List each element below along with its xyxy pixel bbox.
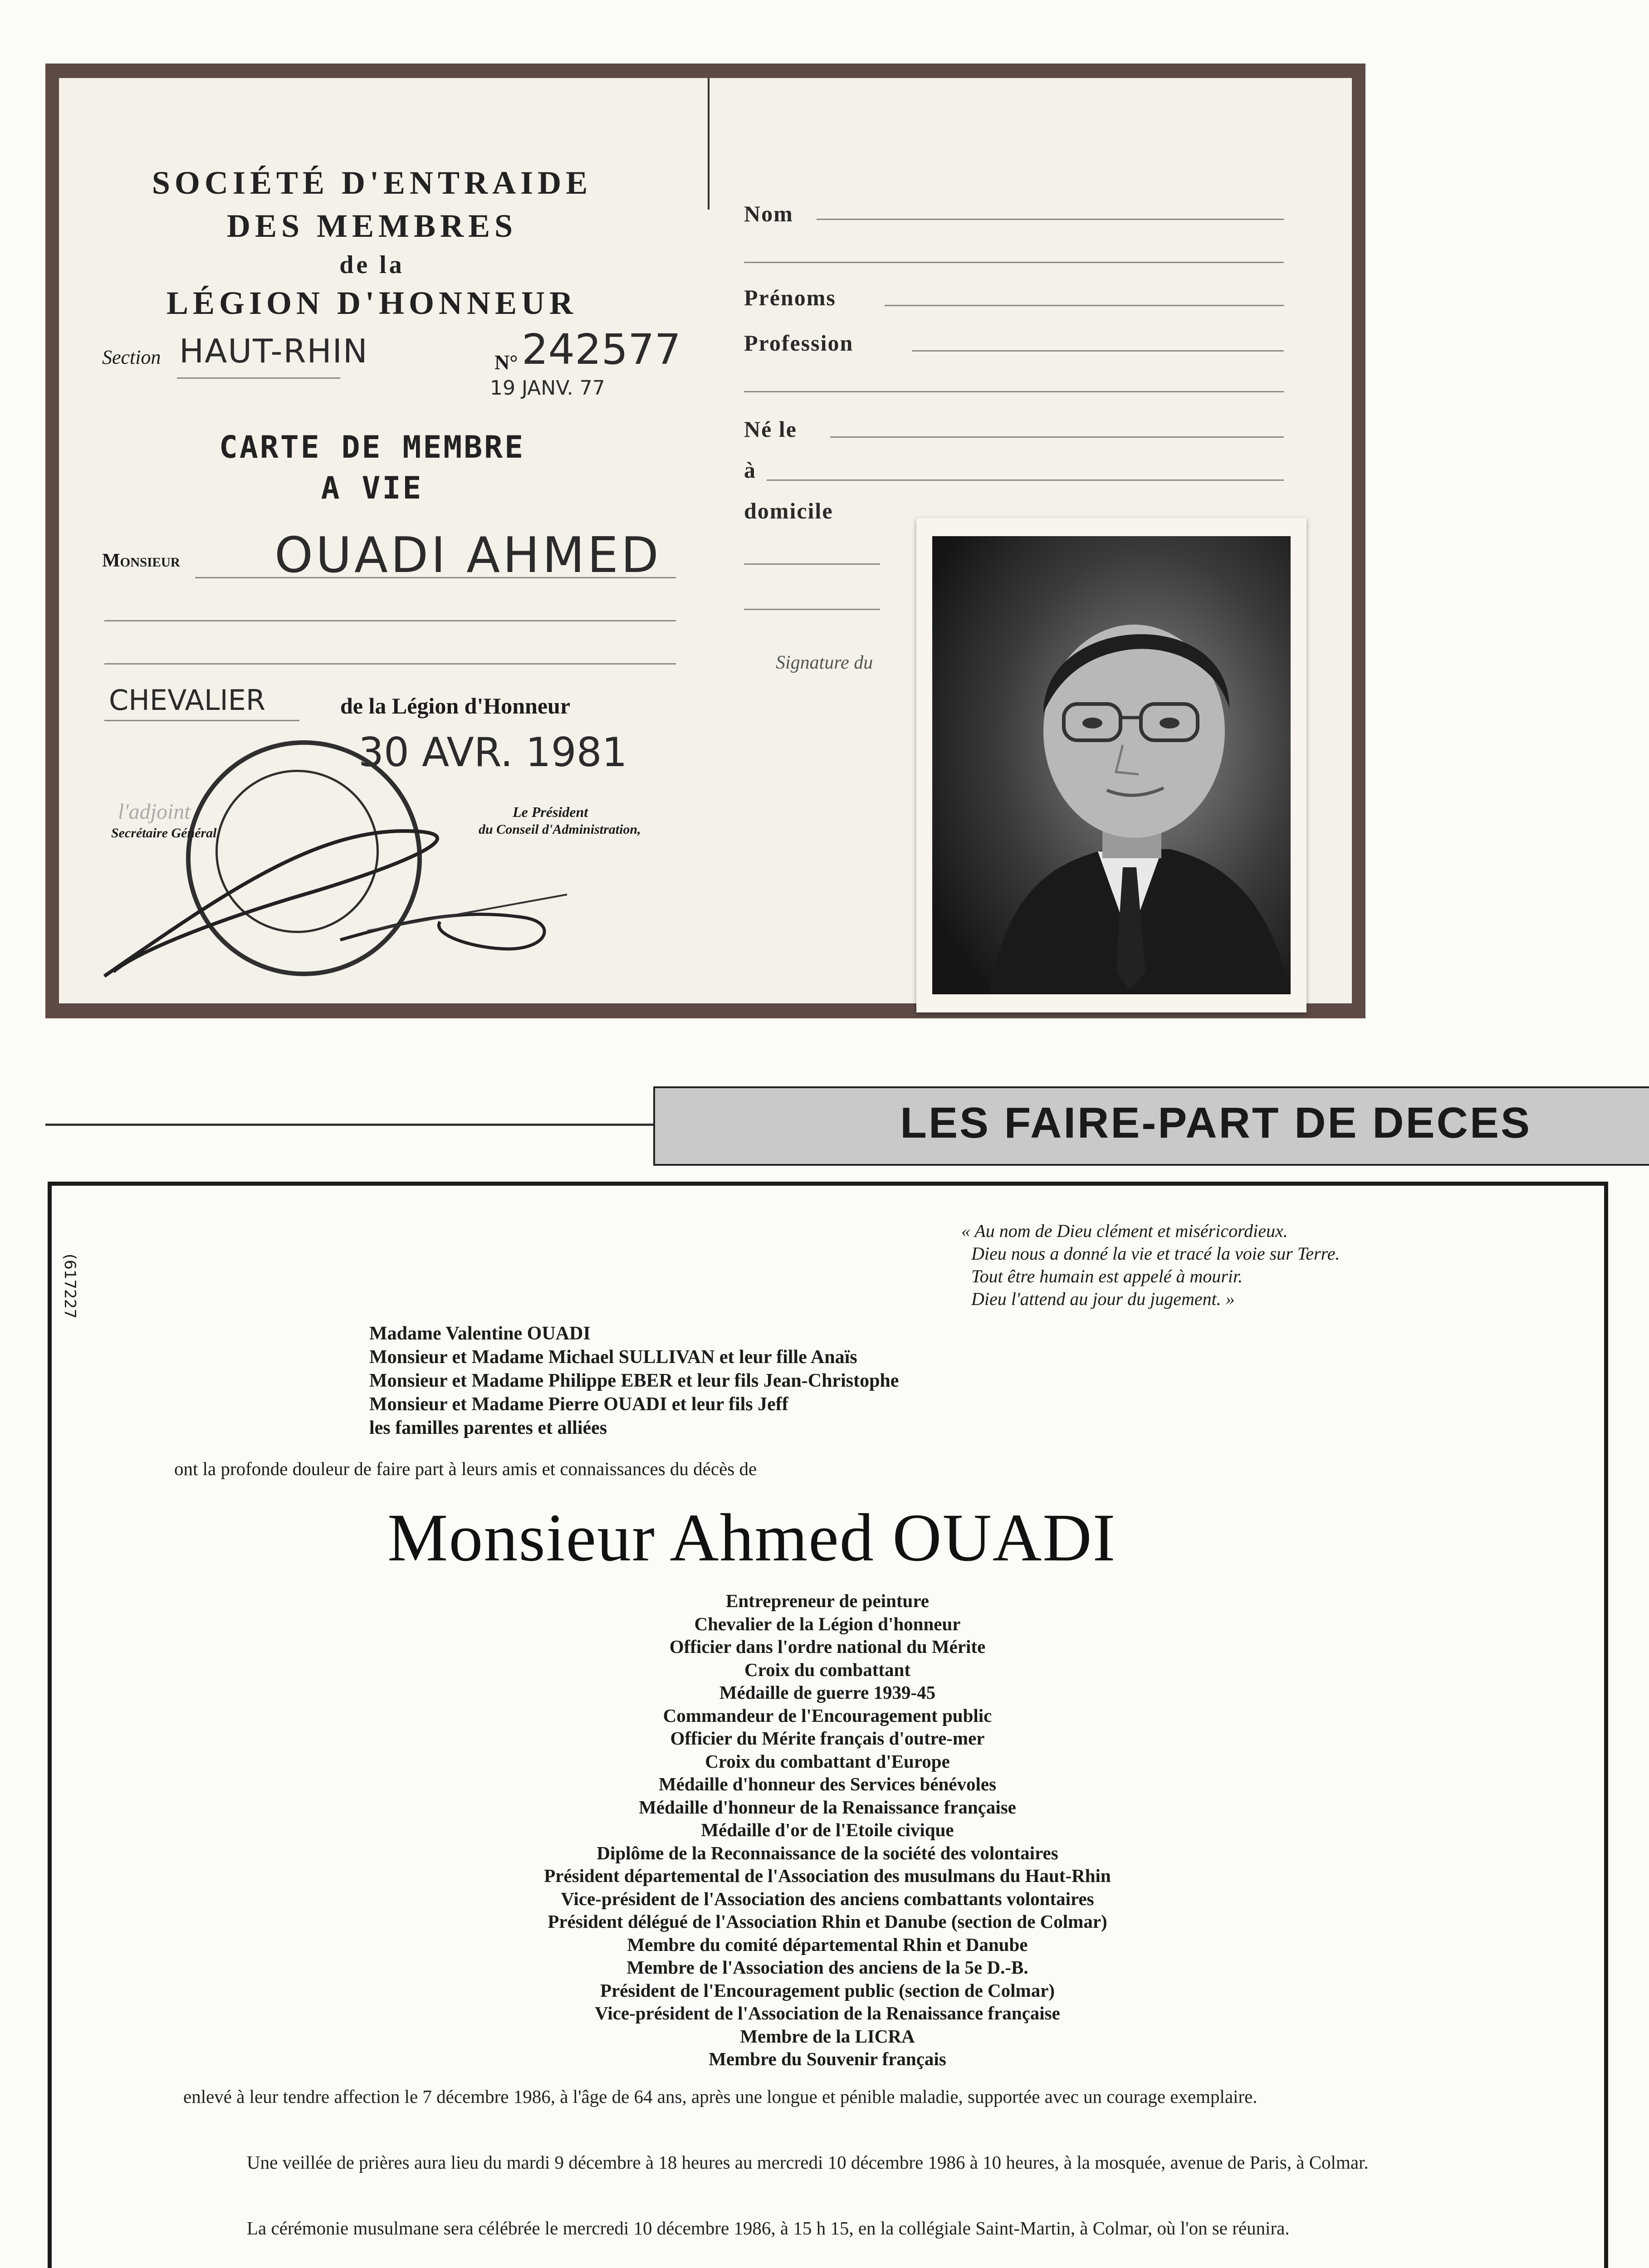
field-nom-label: Nom (744, 201, 793, 226)
member-name: OUADI AHMED (274, 527, 661, 584)
honour-item: Médaille de guerre 1939-45 (719, 1682, 936, 1703)
honour-item: Vice-président de l'Association des anciens combattants volontaires (561, 1888, 1094, 1909)
notice-paragraph-2: Une veillée de prières aura lieu du mardi 9 décembre à 18 heures au mercredi 10 décembre 1986 à 10 heures, à la mosquée, avenue de Paris, à Colmar. (247, 2152, 1369, 2173)
deceased-name: Monsieur Ahmed OUADI (387, 1500, 1116, 1575)
field-profession-label: Profession (744, 330, 854, 356)
field-a-label: à (744, 457, 756, 483)
honour-item: Officier du Mérite français d'outre-mer (670, 1728, 985, 1749)
section-value: HAUT-RHIN (179, 332, 368, 370)
member-number: 242577 (522, 325, 681, 374)
field-signature-label: Signature du (776, 652, 873, 673)
field-prenoms-label: Prénoms (744, 285, 836, 310)
secretary-label: Secrétaire Général (111, 826, 217, 841)
org-line-4: LÉGION D'HONNEUR (166, 285, 578, 321)
notice-paragraph-1: enlevé à leur tendre affection le 7 décembre 1986, à l'âge de 64 ans, après une longue et pénible maladie, supportée avec un courage exemplaire. (183, 2086, 1258, 2107)
card-paper (59, 78, 1352, 1003)
honour-item: Membre de l'Association des anciens de la 5e D.-B. (626, 1957, 1028, 1978)
section-label: Section (102, 346, 161, 368)
card-title-1: CARTE DE MEMBRE (219, 430, 525, 465)
president-label-1: Le Président (513, 804, 588, 820)
org-line-2: DES MEMBRES (226, 208, 518, 244)
number-label: N° (494, 351, 518, 374)
org-line-1: SOCIÉTÉ D'ENTRAIDE (152, 165, 592, 201)
family-list (369, 1322, 899, 1440)
header-band (653, 1086, 1649, 1166)
notice-ref: (617227 (61, 1254, 79, 1319)
quote-line: Tout être humain est appelé à mourir. (971, 1266, 1243, 1286)
honour-item: Diplôme de la Reconnaissance de la société des volontaires (597, 1842, 1058, 1863)
honour-item: Membre du comité départemental Rhin et Danube (627, 1934, 1028, 1955)
honour-item: Vice-président de l'Association de la Renaissance française (595, 2003, 1060, 2024)
honour-item: Officier dans l'ordre national du Mérite (669, 1636, 986, 1657)
rank-suffix: de la Légion d'Honneur (340, 693, 571, 719)
membership-card (45, 64, 1365, 1018)
honour-item: Croix du combattant (744, 1659, 910, 1680)
membership-date: 19 JANV. 77 (490, 376, 605, 400)
header-title: LES FAIRE-PART DE DECES (900, 1099, 1532, 1147)
member-photo (916, 518, 1306, 1012)
quote-block (961, 1220, 1340, 1310)
card-title-2: A VIE (321, 470, 423, 506)
quote-line: Dieu l'attend au jour du jugement. » (971, 1289, 1235, 1309)
honour-item: Médaille d'honneur des Services bénévoles (658, 1774, 997, 1794)
rank: CHEVALIER (109, 684, 266, 717)
field-ne-le-label: Né le (744, 416, 797, 442)
honour-item: Croix du combattant d'Europe (705, 1750, 950, 1772)
adjoint-label: l'adjoint (118, 800, 191, 824)
honour-item: Membre de la LICRA (740, 2025, 915, 2047)
notice-paragraph-3: La cérémonie musulmane sera célébrée le mercredi 10 décembre 1986, à 15 h 15, en la collégiale Saint-Martin, à Colmar, où l'on se réunira. (247, 2218, 1290, 2239)
family-member: Monsieur et Madame Michael SULLIVAN et leur fille Anaïs (369, 1347, 857, 1368)
header-rule (45, 1124, 653, 1126)
org-line-3: de la (339, 251, 405, 279)
family-member: Madame Valentine OUADI (369, 1323, 591, 1344)
honour-item: Président départemental de l'Association des musulmans du Haut-Rhin (544, 1865, 1111, 1886)
quote-line: Dieu nous a donné la vie et tracé la voie sur Terre. (971, 1243, 1340, 1264)
family-member: Monsieur et Madame Philippe EBER et leur fils Jean-Christophe (369, 1370, 899, 1391)
death-notice (48, 1182, 1608, 2268)
card-fold (708, 78, 710, 210)
field-domicile-label: domicile (744, 498, 833, 523)
honour-item: Médaille d'or de l'Etoile civique (701, 1819, 954, 1840)
quote-line: « Au nom de Dieu clément et miséricordieux. (961, 1221, 1288, 1241)
honour-item: Commandeur de l'Encouragement public (663, 1705, 992, 1726)
date-stamp: 30 AVR. 1981 (358, 729, 627, 776)
honour-item: Médaille d'honneur de la Renaissance française (639, 1796, 1016, 1818)
honour-item: Entrepreneur de peinture (726, 1590, 929, 1611)
family-member: les familles parentes et alliées (369, 1418, 607, 1438)
president-label-2: du Conseil d'Administration, (479, 822, 641, 837)
honour-item: Président délégué de l'Association Rhin et Danube (section de Colmar) (548, 1911, 1107, 1932)
announcement: ont la profonde douleur de faire part à leurs amis et connaissances du décès de (174, 1458, 757, 1479)
family-member: Monsieur et Madame Pierre OUADI et leur fils Jeff (369, 1394, 788, 1415)
monsieur-label: Monsieur (102, 550, 180, 571)
honour-item: Membre du Souvenir français (709, 2048, 946, 2069)
honour-item: Président de l'Encouragement public (section de Colmar) (600, 1980, 1055, 2001)
honours-list (52, 1589, 1603, 2071)
signature-scribble (86, 758, 585, 994)
honour-item: Chevalier de la Légion d'honneur (694, 1613, 961, 1634)
